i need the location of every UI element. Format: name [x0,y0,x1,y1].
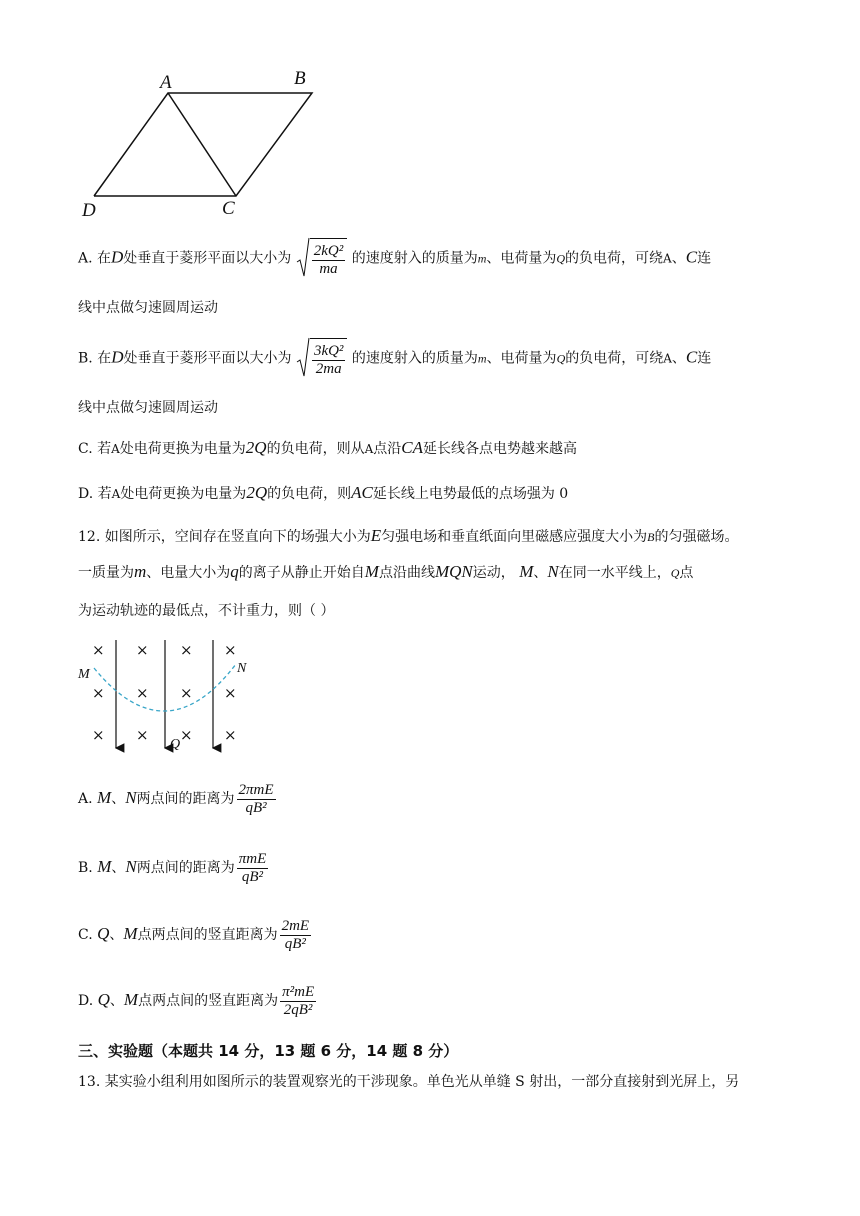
vertex-label-b: B [294,68,306,89]
vertex-label-a: A [160,72,172,93]
cross-mark: × [180,726,193,744]
sqrt-expression: $\frac{\text{3kQ²}}{2ma}$ [296,336,348,381]
cross-mark: × [136,684,149,702]
section-heading: 三、实验题（本题共 14 分，13 题 6 分，14 题 8 分） [78,1042,459,1060]
q12-option-b: B. M、N两点间的距离为 $\frac{\text{πmE}}{\text{qB²}}$ [78,850,267,885]
q11-option-b: B. 在D处垂直于菱形平面以大小为 $\frac{\text{3kQ²}}{2ma}$ 的速度射入的质量为m、电荷量为Q的负电荷，可绕A、C连 [78,336,711,381]
q12-stem-line2: 一质量为m、电量大小为q的离子从静止开始自M点沿曲线MQN运动， M、N在同一水平线上，Q点 [78,562,694,581]
cross-mark: × [136,641,149,659]
q11-option-a-cont: 线中点做匀速圆周运动 [78,300,218,316]
q12-option-c: C. Q、M点两点间的竖直距离为 $\frac{2mE}{\text{qB²}}$ [78,917,310,952]
cross-mark: × [180,684,193,702]
q12-option-a: A. M、N两点间的距离为 $\frac{\text{2πmE}}{\text{qB²}}$ [78,781,274,816]
cross-mark: × [180,641,193,659]
point-label-q: Q [170,737,181,752]
cross-mark: × [224,641,237,659]
q11-option-c: C. 若A处电荷更换为电量为2Q的负电荷，则从A点沿CA延长线各点电势越来越高 [78,438,577,457]
cross-mark: × [92,684,105,702]
point-label-n: N [237,661,247,676]
cross-mark: × [224,684,237,702]
cross-mark: × [92,641,105,659]
cross-mark: × [224,726,237,744]
vertex-label-d: D [82,200,96,221]
q11-option-d: D. 若A处电荷更换为电量为2Q的负电荷，则AC延长线上电势最低的点场强为 0 [78,483,569,502]
cross-mark: × [92,726,105,744]
q11-option-b-cont: 线中点做匀速圆周运动 [78,400,218,416]
q12-stem-line3: 为运动轨迹的最低点，不计重力，则（ ） [78,603,335,619]
q11-option-a: A. 在D处垂直于菱形平面以大小为 $\frac{\text{2kQ²}}{ma}$ 的速度射入的质量为m、电荷量为Q的负电荷，可绕A、C连 [78,236,711,281]
sqrt-expression: $\frac{\text{2kQ²}}{ma}$ [296,236,348,281]
vertex-label-c: C [222,198,235,219]
q12-option-d: D. Q、M点两点间的竖直距离为 $\frac{\text{π²mE}}{\text{2qB²}}$ [78,983,315,1018]
point-label-m: M [78,667,90,682]
cross-mark: × [136,726,149,744]
q13-stem: 13. 某实验小组利用如图所示的装置观察光的干涉现象。单色光从单缝 S 射出，一部分直接射到光屏上，另 [78,1074,740,1090]
q12-stem-line1: 12. 如图所示，空间存在竖直向下的场强大小为E匀强电场和垂直纸面向里磁感应强度大小为B的匀强磁场。 [78,526,739,545]
